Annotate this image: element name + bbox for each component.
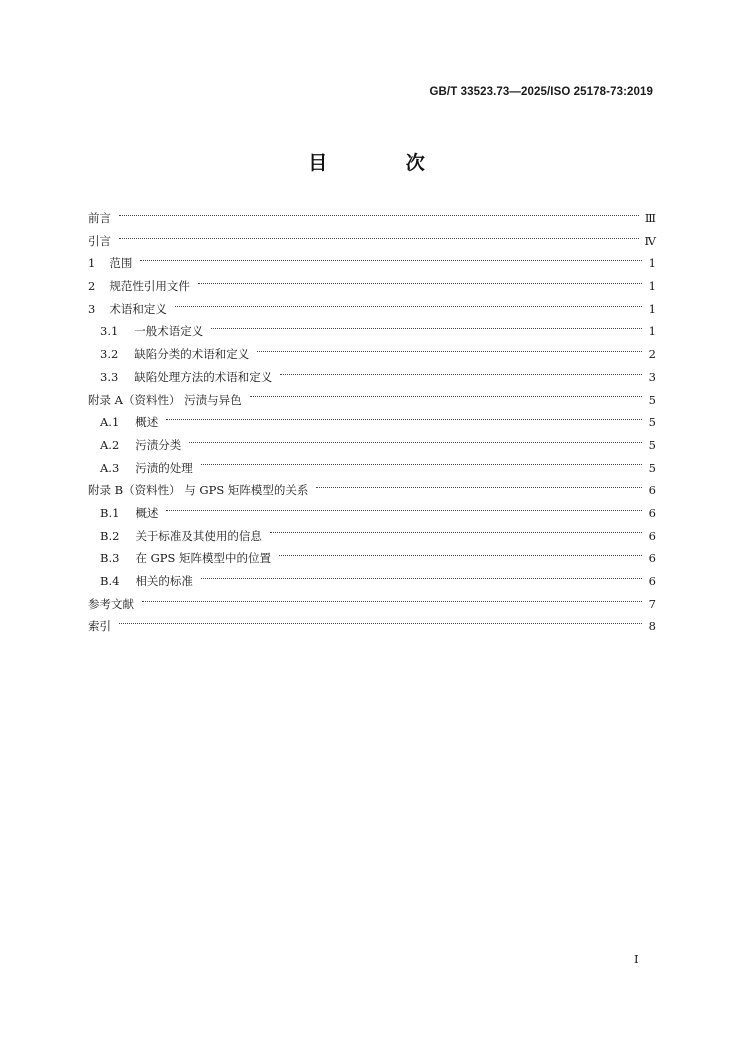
dot-leader	[257, 351, 642, 352]
toc-entry-label: 一般术语定义	[134, 324, 204, 339]
toc-entry-label: 污渍的处理	[135, 460, 193, 475]
toc-entry-number: B.2	[100, 528, 120, 543]
toc-entry-page: 7	[648, 596, 656, 611]
toc-entry-number: B.1	[100, 505, 120, 520]
toc-entry-number: 3.1	[100, 324, 119, 339]
dot-leader	[166, 510, 642, 511]
dot-leader	[250, 396, 642, 397]
dot-leader	[201, 578, 642, 579]
toc-entry[interactable]	[88, 320, 656, 343]
standard-code: GB/T 33523.73—2025/ISO 25178-73:2019	[429, 86, 653, 98]
toc-entry-page: 1	[648, 279, 656, 294]
toc-entry[interactable]	[88, 207, 656, 230]
dot-leader	[175, 306, 642, 307]
toc-entry-number: A.1	[100, 415, 120, 430]
toc-entry-number: 3.2	[100, 347, 119, 362]
toc-entry[interactable]	[88, 525, 656, 548]
toc-entry-page: Ⅲ	[644, 211, 656, 225]
toc-entry[interactable]	[88, 389, 656, 412]
dot-leader	[280, 374, 642, 375]
toc-entry-page: 1	[648, 301, 656, 316]
toc-entry[interactable]	[88, 570, 656, 593]
toc-entry-number: 1	[88, 256, 96, 271]
toc-entry[interactable]	[88, 411, 656, 434]
dot-leader	[201, 464, 642, 465]
toc-entry-page: 8	[648, 619, 656, 634]
toc-entry-number: 3.3	[100, 369, 119, 384]
toc-entry-page: 6	[648, 574, 656, 588]
toc-entry[interactable]	[88, 593, 656, 616]
toc-entry-label: 规范性引用文件	[109, 279, 190, 294]
toc-entry-label: 索引	[88, 619, 111, 634]
toc-entry[interactable]	[88, 366, 656, 389]
toc-entry-label: 前言	[88, 211, 111, 225]
toc-entry-page: 1	[648, 324, 656, 339]
toc-entry-label: 污渍分类	[135, 437, 182, 452]
page-number: I	[634, 952, 639, 966]
toc-entry[interactable]	[88, 502, 656, 525]
toc-entry-label: 附录 A（资料性） 污渍与异色	[88, 392, 242, 407]
toc-entry-page: 5	[648, 460, 656, 475]
toc-entry-number: 2	[88, 279, 96, 294]
toc-entry-page: 1	[648, 256, 656, 271]
toc-entry-number: B.4	[100, 574, 120, 588]
toc-entry-label: 缺陷分类的术语和定义	[134, 347, 250, 362]
toc-entry[interactable]	[88, 479, 656, 502]
dot-leader	[119, 623, 642, 624]
page-title: 目 次	[308, 152, 461, 174]
dot-leader	[270, 532, 642, 533]
dot-leader	[142, 601, 642, 602]
toc-entry[interactable]	[88, 547, 656, 570]
dot-leader	[279, 555, 642, 556]
toc-entry[interactable]	[88, 457, 656, 480]
table-of-contents	[88, 207, 656, 638]
toc-entry-page: 6	[648, 528, 656, 543]
toc-entry-page: 5	[648, 415, 656, 430]
toc-entry-page: 3	[648, 369, 656, 384]
toc-entry-number: A.3	[100, 460, 120, 475]
toc-entry-page: 5	[648, 437, 656, 452]
toc-entry-label: 在 GPS 矩阵模型中的位置	[135, 551, 272, 566]
toc-entry-label: 范围	[109, 256, 133, 271]
toc-entry-number: B.3	[100, 551, 120, 566]
dot-leader	[189, 442, 642, 443]
toc-entry[interactable]	[88, 343, 656, 366]
toc-entry-label: 参考文献	[88, 596, 134, 611]
toc-entry-page: Ⅳ	[644, 233, 656, 248]
toc-entry[interactable]	[88, 230, 656, 253]
toc-entry[interactable]	[88, 275, 656, 298]
toc-entry[interactable]	[88, 434, 656, 457]
dot-leader	[119, 215, 639, 216]
dot-leader	[316, 487, 642, 488]
toc-entry-label: 引言	[88, 233, 111, 248]
toc-entry-label: 相关的标准	[135, 574, 193, 588]
toc-entry-label: 概述	[135, 415, 159, 430]
toc-entry-label: 附录 B（资料性） 与 GPS 矩阵模型的关系	[88, 483, 309, 498]
toc-entry-page: 6	[648, 483, 656, 498]
toc-entry[interactable]	[88, 252, 656, 275]
toc-entry-label: 概述	[135, 505, 159, 520]
dot-leader	[166, 419, 642, 420]
toc-entry-label: 关于标准及其使用的信息	[135, 528, 262, 543]
dot-leader	[140, 260, 642, 261]
toc-entry-label: 缺陷处理方法的术语和定义	[134, 369, 273, 384]
toc-entry-number: 3	[88, 301, 96, 316]
toc-entry-page: 2	[648, 347, 656, 362]
toc-entry-page: 6	[648, 505, 656, 520]
toc-entry-number: A.2	[100, 437, 120, 452]
toc-entry[interactable]	[88, 615, 656, 638]
toc-entry-label: 术语和定义	[109, 301, 167, 316]
toc-entry-page: 6	[648, 551, 656, 566]
toc-entry-page: 5	[648, 392, 656, 407]
dot-leader	[211, 328, 642, 329]
dot-leader	[119, 238, 639, 239]
dot-leader	[198, 283, 642, 284]
toc-entry[interactable]	[88, 298, 656, 321]
